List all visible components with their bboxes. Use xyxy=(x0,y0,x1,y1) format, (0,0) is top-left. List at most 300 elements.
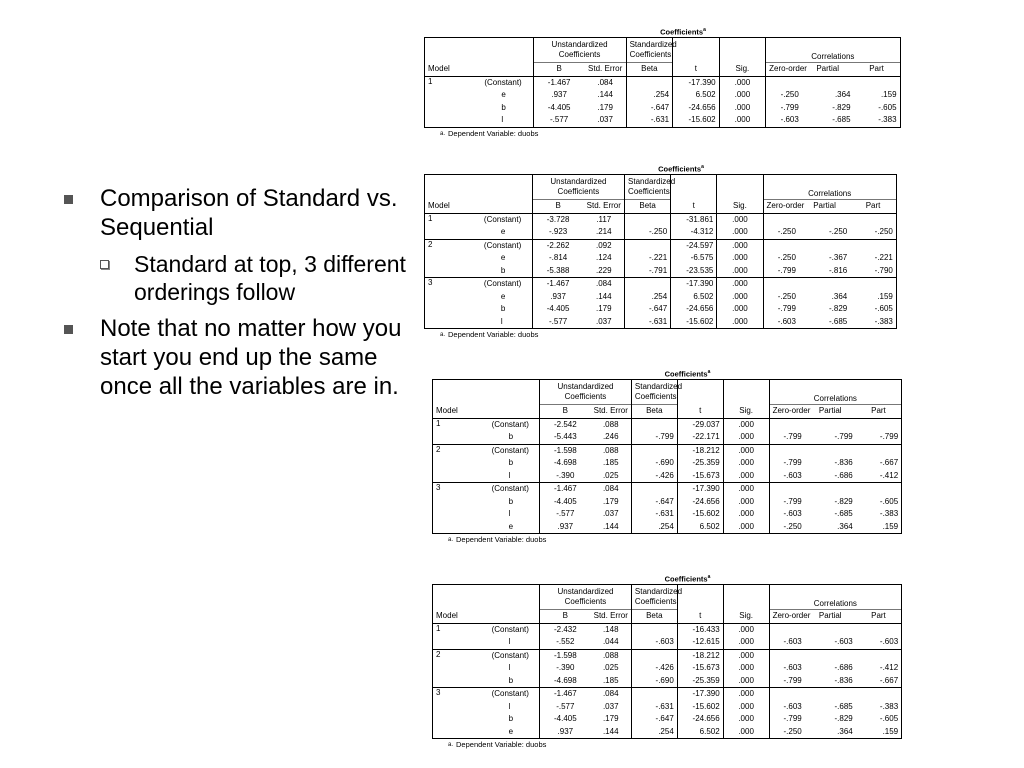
variable-cell: l xyxy=(489,636,540,649)
value-cell: .144 xyxy=(597,90,613,100)
value-cell xyxy=(769,623,805,636)
variable-cell: b xyxy=(500,304,506,314)
value-cell: .000 xyxy=(723,457,769,470)
value-cell: -22.171 xyxy=(677,431,723,444)
value-cell: -15.602 xyxy=(673,114,720,127)
table-row xyxy=(433,521,943,534)
coefficients-table-3 xyxy=(432,365,943,546)
header-standardized: Standardized Coefficients xyxy=(631,380,677,405)
table-title-text: Coefficients xyxy=(664,369,708,379)
value-cell: .159 xyxy=(856,726,902,739)
footnote-text: Dependent Variable: duobs xyxy=(448,128,539,138)
value-cell: -1.598 xyxy=(540,444,591,457)
value-cell xyxy=(769,418,805,431)
variable-cell: (Constant) xyxy=(491,419,529,429)
value-cell xyxy=(766,76,802,89)
column-header: Beta xyxy=(631,610,677,624)
model-number-cell xyxy=(425,114,482,127)
model-number-cell xyxy=(433,662,489,675)
column-header: Beta xyxy=(625,200,671,214)
footnote-marker: a. xyxy=(448,742,454,748)
value-cell: .088 xyxy=(602,445,619,455)
value-cell xyxy=(769,444,805,457)
value-cell: .254 xyxy=(625,291,671,304)
header-unstandardized: Unstandardized Coefficients xyxy=(533,38,626,63)
variable-cell: (Constant) xyxy=(491,624,529,634)
value-cell: -.829 xyxy=(834,496,853,506)
value-cell: 6.502 xyxy=(673,89,720,102)
value-cell: -.412 xyxy=(856,470,902,483)
value-cell xyxy=(856,444,902,457)
table-row xyxy=(433,470,943,483)
table-title-superscript: a xyxy=(707,369,711,375)
value-cell: -24.656 xyxy=(677,713,723,726)
variable-cell: (Constant) xyxy=(491,650,529,660)
value-cell: -6.575 xyxy=(671,252,717,265)
table-footnote xyxy=(448,534,943,546)
value-cell: -4.698 xyxy=(540,675,591,688)
header-row xyxy=(433,380,943,405)
model-number-cell: 1 xyxy=(425,76,482,89)
value-cell: -1.467 xyxy=(533,76,585,89)
value-cell: .000 xyxy=(723,418,769,431)
variable-cell: l xyxy=(508,701,511,711)
value-cell: -18.212 xyxy=(677,649,723,662)
model-number-cell xyxy=(433,726,489,739)
value-cell: -.647 xyxy=(631,496,677,509)
value-cell xyxy=(805,688,856,701)
value-cell: -.250 xyxy=(763,226,799,239)
value-cell: .179 xyxy=(597,102,613,112)
value-cell: -.603 xyxy=(763,316,799,329)
value-cell: -.390 xyxy=(540,662,591,675)
value-cell: -.603 xyxy=(805,636,856,649)
value-cell: .000 xyxy=(717,226,763,239)
variable-cell: b xyxy=(508,714,514,724)
value-cell xyxy=(625,278,671,291)
value-cell: .179 xyxy=(602,496,619,506)
value-cell xyxy=(856,418,902,431)
header-standardized: Standardized Coefficients xyxy=(626,38,673,63)
variable-cell: (Constant) xyxy=(491,689,529,699)
model-number-cell: 3 xyxy=(425,278,481,291)
value-cell: .144 xyxy=(591,521,632,534)
value-cell: -.799 xyxy=(769,713,805,726)
value-cell: .000 xyxy=(717,239,763,252)
value-cell: .000 xyxy=(719,114,766,127)
model-number-cell: 3 xyxy=(433,688,489,701)
value-cell: .214 xyxy=(584,226,625,239)
column-header: Zero-order xyxy=(769,610,805,624)
table-row xyxy=(433,649,943,662)
column-header: Std. Error xyxy=(585,63,626,77)
square-bullet-icon xyxy=(64,195,73,204)
value-cell: .000 xyxy=(717,316,763,329)
value-cell: .364 xyxy=(834,90,851,100)
table-title-text: Coefficients xyxy=(660,27,704,37)
value-cell xyxy=(631,483,677,496)
model-number-cell xyxy=(433,713,489,726)
value-cell: .246 xyxy=(591,431,632,444)
value-cell: -4.405 xyxy=(540,713,591,726)
footnote-text: Dependent Variable: duobs xyxy=(456,535,547,544)
value-cell: -.603 xyxy=(769,662,805,675)
value-cell: -.250 xyxy=(769,521,805,534)
header-correlations: Correlations xyxy=(769,380,902,405)
value-cell: -2.432 xyxy=(540,623,591,636)
value-cell: .124 xyxy=(595,253,612,263)
model-number-cell: 3 xyxy=(433,483,489,496)
value-cell: .000 xyxy=(717,265,763,278)
table-row xyxy=(425,239,938,252)
column-header: Zero-order xyxy=(769,405,805,419)
bullet-text: Note that no matter how you start you end up the same once all the variables are in. xyxy=(100,315,402,400)
table-row xyxy=(425,76,942,89)
column-header: Zero-order xyxy=(763,200,799,214)
value-cell: -.667 xyxy=(856,457,902,470)
value-cell: -.390 xyxy=(540,470,591,483)
variable-cell: b xyxy=(489,675,540,688)
value-cell: -2.542 xyxy=(540,418,591,431)
value-cell: .144 xyxy=(595,291,612,301)
header-row xyxy=(433,585,943,610)
bullet-list xyxy=(62,184,422,409)
value-cell: .000 xyxy=(717,303,763,316)
table-title-superscript: a xyxy=(707,574,711,580)
table-row xyxy=(425,102,942,115)
model-number-cell xyxy=(433,508,489,521)
model-number-cell xyxy=(425,102,482,115)
table-row xyxy=(425,278,938,291)
value-cell: .000 xyxy=(723,662,769,675)
value-cell: .937 xyxy=(533,89,585,102)
value-cell: -.603 xyxy=(856,636,902,649)
column-header: B xyxy=(533,63,585,77)
value-cell: -15.602 xyxy=(671,316,717,329)
variable-cell: l xyxy=(508,663,511,673)
value-cell: 6.502 xyxy=(671,291,717,304)
variable-cell: b xyxy=(501,102,506,112)
value-cell: -.603 xyxy=(769,636,805,649)
value-cell: -17.390 xyxy=(677,688,723,701)
bullet-text: Comparison of Standard vs. Sequential xyxy=(100,185,398,241)
value-cell: .000 xyxy=(723,444,769,457)
value-cell: -.690 xyxy=(631,457,677,470)
model-number-cell xyxy=(425,291,481,304)
variable-cell: e xyxy=(489,726,540,739)
column-header: Beta xyxy=(631,405,677,419)
value-cell: 6.502 xyxy=(677,726,723,739)
value-cell: -.647 xyxy=(625,303,671,316)
header-row xyxy=(425,63,942,77)
variable-cell: l xyxy=(481,114,533,127)
value-cell: .084 xyxy=(597,77,613,87)
value-cell xyxy=(763,239,799,252)
header-standardized: Standardized Coefficients xyxy=(625,175,671,200)
value-cell: -12.615 xyxy=(677,636,723,649)
value-cell xyxy=(626,76,673,89)
value-cell: -.631 xyxy=(626,114,673,127)
value-cell: -.250 xyxy=(766,89,802,102)
value-cell xyxy=(763,213,799,226)
variable-cell: (Constant) xyxy=(483,214,522,224)
value-cell: -4.405 xyxy=(533,102,585,115)
value-cell: -4.698 xyxy=(540,457,591,470)
value-cell: -.250 xyxy=(763,291,799,304)
value-cell: -.791 xyxy=(625,265,671,278)
value-cell: -.250 xyxy=(769,726,805,739)
value-cell: -.631 xyxy=(631,701,677,714)
table-row xyxy=(425,226,938,239)
variable-cell: b xyxy=(508,458,514,468)
table-title xyxy=(432,570,943,584)
value-cell: .254 xyxy=(626,89,673,102)
variable-cell: (Constant) xyxy=(483,240,522,250)
header-blank xyxy=(677,585,723,610)
table-title-text: Coefficients xyxy=(658,164,702,174)
table-row xyxy=(425,213,938,226)
value-cell: .037 xyxy=(602,509,619,519)
value-cell: -.605 xyxy=(850,303,896,316)
header-correlations: Correlations xyxy=(766,38,900,63)
value-cell xyxy=(769,688,805,701)
value-cell: -.250 xyxy=(763,252,799,265)
coefficients-grid xyxy=(424,37,942,128)
value-cell: -15.673 xyxy=(677,662,723,675)
column-header: B xyxy=(532,200,583,214)
value-cell: .000 xyxy=(717,278,763,291)
header-blank xyxy=(433,585,540,610)
value-cell: .025 xyxy=(602,663,619,673)
header-unstandardized: Unstandardized Coefficients xyxy=(540,585,632,610)
header-blank xyxy=(677,380,723,405)
column-header: t xyxy=(677,610,723,624)
value-cell: -.686 xyxy=(805,470,856,483)
model-number-cell xyxy=(425,252,481,265)
column-header: Sig. xyxy=(723,405,769,419)
value-cell: -.836 xyxy=(834,458,853,468)
value-cell: .044 xyxy=(591,636,632,649)
value-cell: -24.656 xyxy=(677,496,723,509)
model-number-cell xyxy=(433,457,489,470)
value-cell: -1.467 xyxy=(532,278,583,291)
model-number-cell xyxy=(433,636,489,649)
table-title-superscript: a xyxy=(703,27,706,33)
value-cell xyxy=(631,418,677,431)
value-cell: .084 xyxy=(602,689,619,699)
value-cell: -.814 xyxy=(532,252,583,265)
value-cell: -.577 xyxy=(540,508,591,521)
value-cell: -.685 xyxy=(834,701,853,711)
value-cell: -.686 xyxy=(834,663,853,673)
value-cell: -23.535 xyxy=(671,265,717,278)
value-cell: -.577 xyxy=(540,701,591,714)
table-row xyxy=(425,316,938,329)
variable-cell: l xyxy=(489,470,540,483)
value-cell: -.577 xyxy=(533,114,585,127)
variable-cell: e xyxy=(481,226,532,239)
value-cell: -.799 xyxy=(763,303,799,316)
model-number-cell: 1 xyxy=(433,623,489,636)
variable-cell: e xyxy=(489,521,540,534)
value-cell: .000 xyxy=(717,291,763,304)
value-cell: .088 xyxy=(602,650,619,660)
value-cell: -31.861 xyxy=(671,213,717,226)
value-cell: .000 xyxy=(723,726,769,739)
value-cell: .159 xyxy=(854,89,901,102)
column-header: Partial xyxy=(805,610,856,624)
column-header: t xyxy=(671,200,717,214)
value-cell: -.799 xyxy=(769,675,805,688)
column-header: B xyxy=(540,610,591,624)
variable-cell: e xyxy=(501,90,506,100)
value-cell xyxy=(631,444,677,457)
value-cell: .185 xyxy=(591,675,632,688)
value-cell: -.685 xyxy=(802,114,854,127)
table-row xyxy=(433,457,943,470)
footnote-text: Dependent Variable: duobs xyxy=(448,330,539,339)
header-unstandardized: Unstandardized Coefficients xyxy=(532,175,624,200)
model-number-cell: 1 xyxy=(425,213,481,226)
table-row xyxy=(425,303,938,316)
table-row xyxy=(425,265,938,278)
header-row xyxy=(433,610,943,624)
variable-cell: b xyxy=(508,496,514,506)
value-cell: -.685 xyxy=(799,316,850,329)
header-blank xyxy=(717,175,763,200)
value-cell xyxy=(799,213,850,226)
sub-bullet-item xyxy=(98,250,422,306)
value-cell xyxy=(805,623,856,636)
column-header: Zero-order xyxy=(766,63,802,77)
value-cell: -29.037 xyxy=(677,418,723,431)
model-number-cell xyxy=(433,431,489,444)
value-cell xyxy=(805,418,856,431)
value-cell xyxy=(631,623,677,636)
value-cell: -.790 xyxy=(850,265,896,278)
variable-cell: (Constant) xyxy=(484,77,522,87)
coefficients-grid xyxy=(424,174,938,329)
value-cell: -17.390 xyxy=(671,278,717,291)
column-header: Part xyxy=(850,200,896,214)
value-cell: -.799 xyxy=(769,431,805,444)
value-cell xyxy=(850,278,896,291)
coefficients-grid xyxy=(432,584,943,739)
value-cell: -1.598 xyxy=(540,649,591,662)
value-cell: .000 xyxy=(723,496,769,509)
header-blank xyxy=(433,380,540,405)
square-bullet-icon xyxy=(64,325,73,334)
value-cell: -.685 xyxy=(834,509,853,519)
model-number-cell xyxy=(425,89,482,102)
value-cell: -.603 xyxy=(631,636,677,649)
table-row xyxy=(433,483,943,496)
header-correlations: Correlations xyxy=(769,585,902,610)
table-row xyxy=(433,623,943,636)
table-row xyxy=(433,701,943,714)
value-cell: -2.262 xyxy=(532,239,583,252)
table-title xyxy=(424,160,938,174)
column-header: Part xyxy=(854,63,901,77)
column-header: Std. Error xyxy=(584,200,625,214)
value-cell: .364 xyxy=(831,291,848,301)
model-number-cell xyxy=(433,701,489,714)
table-footnote xyxy=(440,128,942,140)
table-row xyxy=(425,291,938,304)
table-row xyxy=(425,89,942,102)
value-cell: -.923 xyxy=(532,226,583,239)
header-model: Model xyxy=(425,200,533,214)
footnote-marker: a. xyxy=(448,537,454,543)
value-cell: -4.405 xyxy=(532,303,583,316)
value-cell xyxy=(799,278,850,291)
value-cell xyxy=(769,483,805,496)
value-cell xyxy=(802,76,854,89)
model-number-cell: 1 xyxy=(433,418,489,431)
value-cell: -.799 xyxy=(766,102,802,115)
model-number-cell xyxy=(433,521,489,534)
column-header: Std. Error xyxy=(591,610,632,624)
header-model: Model xyxy=(425,63,534,77)
value-cell: .000 xyxy=(719,102,766,115)
column-header: Partial xyxy=(802,63,854,77)
value-cell: -.647 xyxy=(631,713,677,726)
value-cell: .000 xyxy=(717,252,763,265)
header-blank xyxy=(671,175,717,200)
value-cell: -.250 xyxy=(625,226,671,239)
value-cell xyxy=(805,483,856,496)
value-cell xyxy=(805,444,856,457)
sub-bullet-text: Standard at top, 3 different orderings follow xyxy=(134,251,406,305)
value-cell xyxy=(856,688,902,701)
table-row xyxy=(425,252,938,265)
value-cell xyxy=(631,649,677,662)
value-cell: -.631 xyxy=(625,316,671,329)
value-cell: -.577 xyxy=(532,316,583,329)
value-cell: .000 xyxy=(719,89,766,102)
value-cell xyxy=(850,213,896,226)
variable-cell: e xyxy=(500,291,506,301)
table-row xyxy=(433,508,943,521)
value-cell: -24.656 xyxy=(673,102,720,115)
value-cell: -15.602 xyxy=(677,508,723,521)
value-cell: .179 xyxy=(595,304,612,314)
value-cell: -4.312 xyxy=(671,226,717,239)
value-cell: .037 xyxy=(585,114,626,127)
column-header: Partial xyxy=(805,405,856,419)
value-cell xyxy=(625,239,671,252)
column-header: Sig. xyxy=(723,610,769,624)
value-cell: -.603 xyxy=(769,508,805,521)
value-cell: .000 xyxy=(723,688,769,701)
value-cell xyxy=(854,76,901,89)
value-cell: -17.390 xyxy=(673,76,720,89)
model-number-cell xyxy=(425,316,481,329)
value-cell: .000 xyxy=(723,470,769,483)
value-cell: -.426 xyxy=(631,662,677,675)
variable-cell: l xyxy=(508,509,511,519)
value-cell: -.799 xyxy=(856,431,902,444)
value-cell: -.221 xyxy=(850,252,896,265)
value-cell: .159 xyxy=(850,291,896,304)
value-cell: -16.433 xyxy=(677,623,723,636)
value-cell: .229 xyxy=(584,265,625,278)
table-row xyxy=(433,726,943,739)
variable-cell: e xyxy=(500,253,506,263)
variable-cell: b xyxy=(481,265,532,278)
value-cell: -.383 xyxy=(854,114,901,127)
table-row xyxy=(433,496,943,509)
